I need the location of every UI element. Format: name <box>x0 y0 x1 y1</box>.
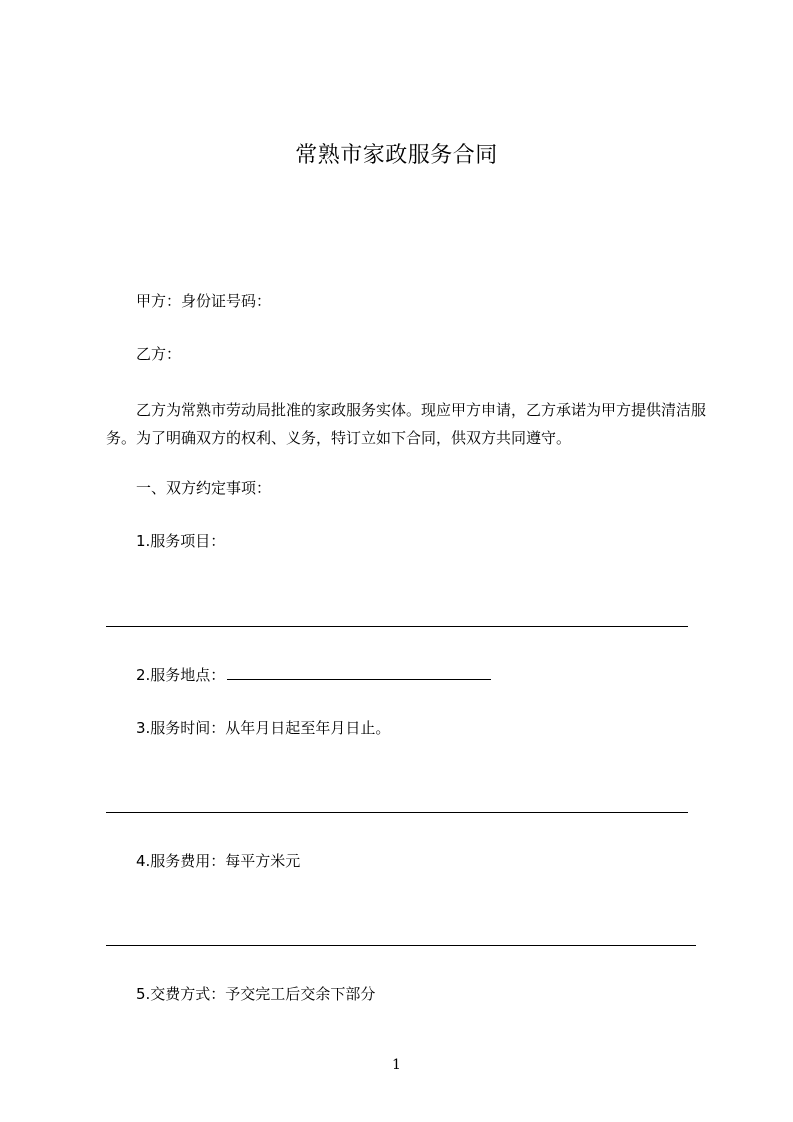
document-title: 常熟市家政服务合同 <box>295 143 498 168</box>
blank-fill-line <box>106 945 696 946</box>
blank-fill-line <box>106 812 688 813</box>
service-location-line <box>136 664 491 686</box>
page-number: 1 <box>392 1057 401 1073</box>
payment-method-line: 5.交费方式：予交完工后交余下部分 <box>136 985 376 1003</box>
intro-paragraph: 乙方为常熟市劳动局批准的家政服务实体。现应甲方申请，乙方承诺为甲方提供清洁服务。为了明确双方的权利、义务，特订立如下合同，供双方共同遵守。 <box>106 401 707 447</box>
section-heading: 一、双方约定事项： <box>136 479 272 497</box>
blank-fill-line <box>106 626 688 627</box>
service-items-line: 1.服务项目： <box>136 532 226 550</box>
service-fee-line: 4.服务费用：每平方米元 <box>136 852 301 870</box>
party-b-line: 乙方： <box>136 345 182 363</box>
party-a-line: 甲方：身份证号码： <box>136 292 272 310</box>
service-location-blank <box>227 665 491 680</box>
service-time-line: 3.服务时间：从年月日起至年月日止。 <box>136 719 391 737</box>
service-location-label: 2.服务地点： <box>136 666 226 684</box>
